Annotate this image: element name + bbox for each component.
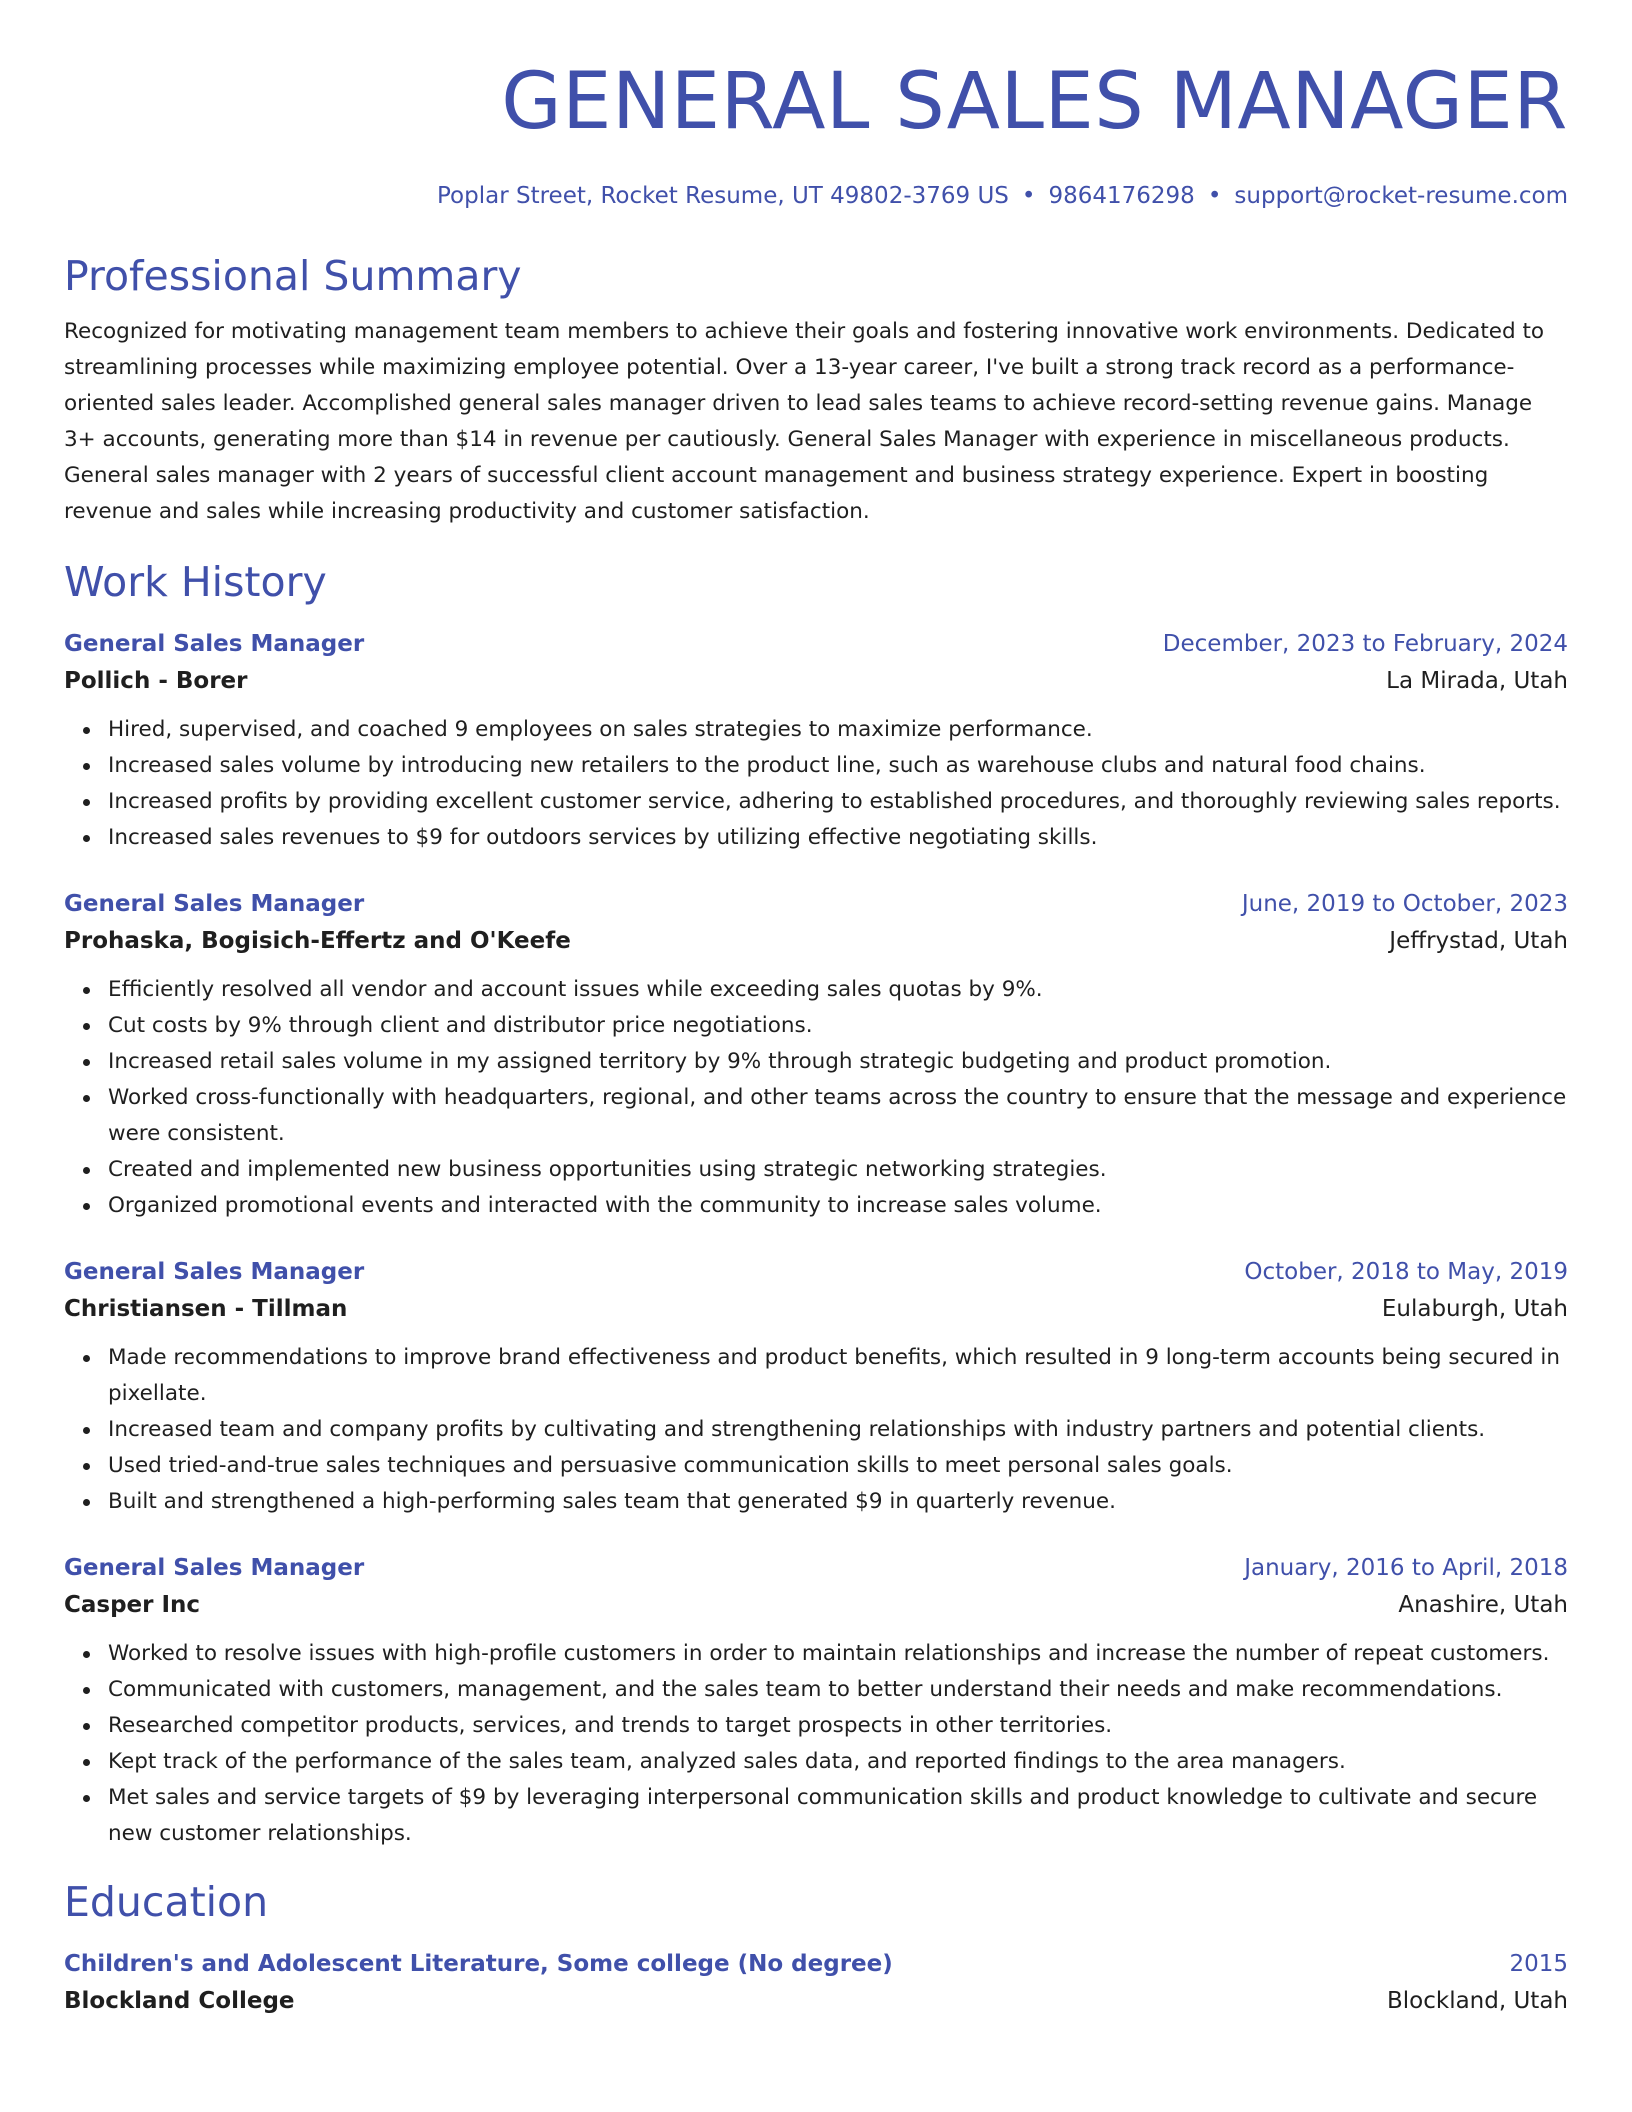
job-title: General Sales Manager [64, 1555, 365, 1581]
job-bullet: Made recommendations to improve brand effectiveness and product benefits, which resulted in 9 long-term accounts being secured in pixellate. [108, 1340, 1568, 1412]
work-history-heading: Work History [64, 558, 327, 606]
job-company: Casper Inc [64, 1592, 201, 1618]
contact-line [64, 180, 1568, 212]
job-header-row [64, 1254, 1568, 1290]
education-school-row [64, 1982, 1568, 2020]
contact-email[interactable]: support@rocket-resume.com [1234, 183, 1568, 209]
education-school: Blockland College [64, 1988, 295, 2014]
job-bullet-list [64, 712, 1568, 856]
education-heading: Education [64, 1878, 269, 1926]
job-bullet-list [64, 972, 1568, 1224]
job-entry [64, 1550, 1568, 1852]
job-dates: June, 2019 to October, 2023 [1241, 891, 1568, 917]
job-bullet: Met sales and service targets of $9 by leveraging interpersonal communication skills and product knowledge to cultivate and secure new customer relationships. [108, 1780, 1568, 1852]
job-company-row [64, 662, 1568, 700]
job-entry [64, 886, 1568, 1224]
job-entry [64, 626, 1568, 856]
job-bullet: Communicated with customers, management, and the sales team to better understand their needs and make recommendations. [108, 1672, 1568, 1708]
job-dates: December, 2023 to February, 2024 [1162, 631, 1568, 657]
contact-separator: • [1021, 183, 1036, 209]
education-year: 2015 [1509, 1951, 1568, 1977]
job-bullet: Increased sales volume by introducing new retailers to the product line, such as warehouse clubs and natural food chains. [108, 748, 1568, 784]
job-bullet: Increased retail sales volume in my assigned territory by 9% through strategic budgeting and product promotion. [108, 1044, 1568, 1080]
job-bullet: Increased profits by providing excellent customer service, adhering to established procedures, and thoroughly reviewing sales reports. [108, 784, 1568, 820]
job-header-row [64, 886, 1568, 922]
job-bullet: Worked to resolve issues with high-profile customers in order to maintain relationships and increase the number of repeat customers. [108, 1636, 1568, 1672]
job-bullet: Increased team and company profits by cultivating and strengthening relationships with industry partners and potential clients. [108, 1412, 1568, 1448]
job-header-row [64, 1550, 1568, 1586]
education-entry [64, 1946, 1568, 2020]
summary-text: Recognized for motivating management team members to achieve their goals and fostering innovative work environments. Dedicated to streamlining processes while maximizing employee potential. Over a 13-year career, I've built a strong track record as a performance-oriented sales leader. Accomplished general sales manager driven to lead sales teams to achieve record-setting revenue gains. Manage 3+ accounts, generating more than $14 in revenue per cautiously. General Sales Manager with experience in miscellaneous products. General sales manager with 2 years of successful client account management and business strategy experience. Expert in boosting revenue and sales while increasing productivity and customer satisfaction. [64, 319, 1545, 524]
job-location: Anashire, Utah [1398, 1592, 1568, 1618]
job-bullet-list [64, 1340, 1568, 1520]
contact-address: Poplar Street, Rocket Resume, UT 49802-3769 US [437, 183, 1009, 209]
job-bullet: Kept track of the performance of the sales team, analyzed sales data, and reported findings to the area managers. [108, 1744, 1568, 1780]
education-list [64, 1946, 1568, 2020]
contact-separator: • [1207, 183, 1222, 209]
job-location: Eulaburgh, Utah [1381, 1296, 1568, 1322]
job-location: Jeffrystad, Utah [1389, 928, 1568, 954]
job-header-row [64, 626, 1568, 662]
job-bullet: Created and implemented new business opportunities using strategic networking strategies. [108, 1152, 1568, 1188]
job-bullet-list [64, 1636, 1568, 1852]
resume-name: GENERAL SALES MANAGER [501, 57, 1568, 147]
job-location: La Mirada, Utah [1386, 668, 1568, 694]
education-header-row [64, 1946, 1568, 1982]
job-dates: January, 2016 to April, 2018 [1244, 1555, 1568, 1581]
job-bullet: Increased sales revenues to $9 for outdoors services by utilizing effective negotiating skills. [108, 820, 1568, 856]
job-bullet: Hired, supervised, and coached 9 employees on sales strategies to maximize performance. [108, 712, 1568, 748]
job-bullet: Efficiently resolved all vendor and account issues while exceeding sales quotas by 9%. [108, 972, 1568, 1008]
job-entry [64, 1254, 1568, 1520]
job-bullet: Built and strengthened a high-performing sales team that generated $9 in quarterly revenue. [108, 1484, 1568, 1520]
job-company: Christiansen - Tillman [64, 1296, 348, 1322]
job-bullet: Cut costs by 9% through client and distributor price negotiations. [108, 1008, 1568, 1044]
job-company: Pollich - Borer [64, 668, 248, 694]
contact-phone: 9864176298 [1048, 183, 1195, 209]
job-company-row [64, 1586, 1568, 1624]
job-bullet: Used tried-and-true sales techniques and persuasive communication skills to meet personal sales goals. [108, 1448, 1568, 1484]
job-bullet: Researched competitor products, services, and trends to target prospects in other territories. [108, 1708, 1568, 1744]
job-company-row [64, 1290, 1568, 1328]
job-title: General Sales Manager [64, 1259, 365, 1285]
education-location: Blockland, Utah [1386, 1988, 1568, 2014]
summary-heading: Professional Summary [64, 252, 522, 300]
job-title: General Sales Manager [64, 891, 365, 917]
work-history-list [64, 626, 1568, 1852]
education-degree: Children's and Adolescent Literature, Some college (No degree) [64, 1951, 893, 1977]
job-title: General Sales Manager [64, 631, 365, 657]
job-company-row [64, 922, 1568, 960]
job-bullet: Worked cross-functionally with headquarters, regional, and other teams across the country to ensure that the message and experience were consistent. [108, 1080, 1568, 1152]
job-company: Prohaska, Bogisich-Effertz and O'Keefe [64, 928, 571, 954]
job-bullet: Organized promotional events and interacted with the community to increase sales volume. [108, 1188, 1568, 1224]
job-dates: October, 2018 to May, 2019 [1244, 1259, 1568, 1285]
